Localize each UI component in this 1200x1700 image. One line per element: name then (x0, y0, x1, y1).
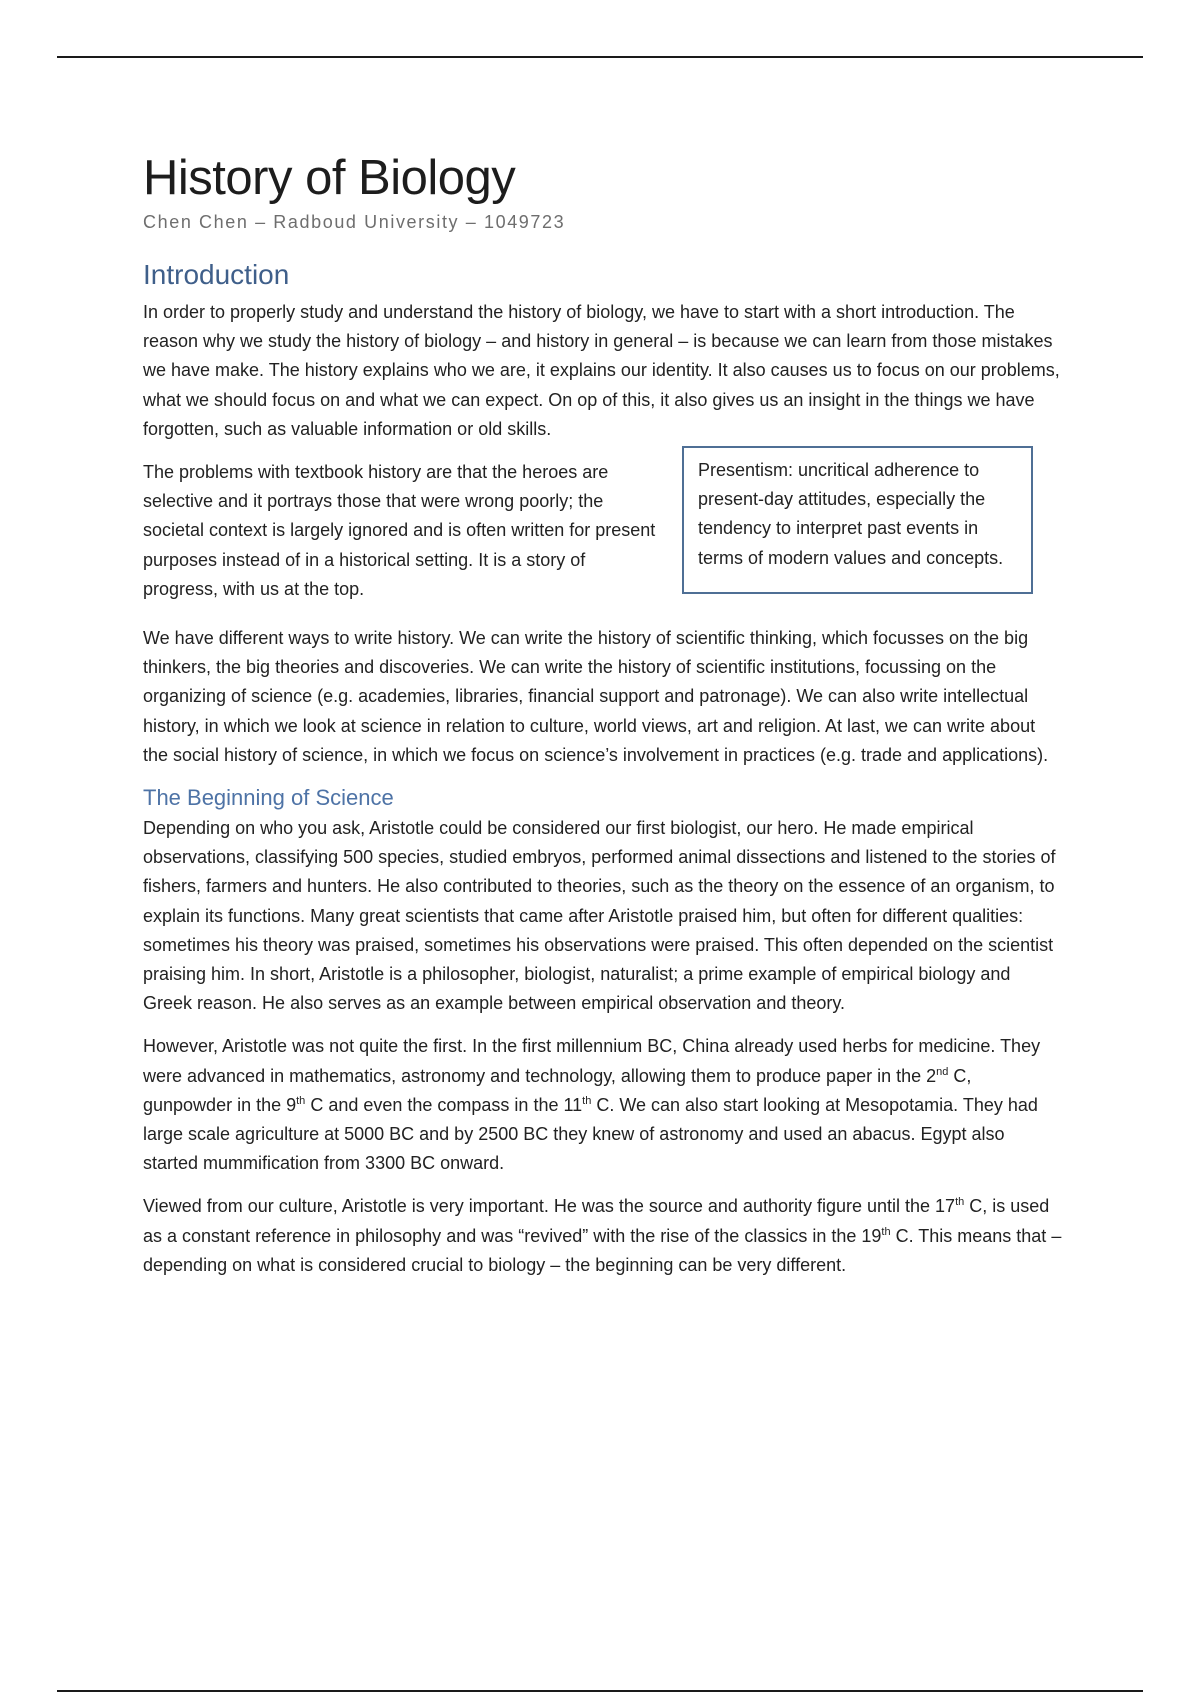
beginning-paragraph-2 (143, 1032, 1063, 1178)
document-subtitle: Chen Chen – Radboud University – 1049723 (143, 212, 566, 232)
presentism-definition-box: Presentism: uncritical adherence to present-day attitudes, especially the tendency to interpret past events in terms of modern values and concepts. (682, 446, 1033, 594)
ordinal-suffix: th (296, 1094, 306, 1107)
bottom-rule (57, 1690, 1143, 1692)
introduction-heading: Introduction (143, 259, 290, 290)
textbook-history-section (143, 458, 1063, 618)
beginning-paragraph-1: Depending on who you ask, Aristotle could be considered our first biologist, our hero. He made empirical observations, classifying 500 species, studied embryos, performed animal dissections and listened to the stories of fishers, farmers and hunters. He also contributed to theories, such as the theory on the essence of an organism, to explain its functions. Many great scientists that came after Aristotle praised him, but often for different qualities: sometimes his theory was praised, sometimes his observations were praised. This often depended on the scientist praising him. In short, Aristotle is a philosopher, biologist, naturalist; a prime example of empirical biology and Greek reason. He also serves as an example between empirical observation and theory. (143, 818, 1056, 1014)
ordinal-suffix: th (955, 1196, 965, 1209)
ordinal-suffix: nd (936, 1065, 949, 1078)
text-run: C and even the compass in the 11 (305, 1094, 583, 1115)
introduction-paragraph-3: We have different ways to write history. We can write the history of scientific thinking, which focusses on the big thinkers, the big theories and discoveries. We can write the history of scientific institutions, focussing on the organizing of science (e.g. academies, libraries, financial support and patronage). We can also write intellectual history, in which we look at science in relation to culture, world views, art and religion. At last, we can write about the social history of science, in which we focus on science’s involvement in practices (e.g. trade and applications). (143, 628, 1049, 765)
text-run: C. This means that – depending on what is considered crucial to biology – the beginning can be very different. (143, 1225, 1062, 1275)
text-run: C. We can also start looking at Mesopotamia. They had large scale agriculture at 5000 BC and by 2500 BC they knew of astronomy and used an abacus. Egypt also started mummification from 3300 BC onward. (143, 1094, 1038, 1174)
text-run: Viewed from our culture, Aristotle is very important. He was the source and authority figure until the 17 (143, 1196, 956, 1217)
document-body (143, 150, 1063, 1294)
top-rule (57, 56, 1143, 58)
text-run: However, Aristotle was not quite the first. In the first millennium BC, China already used herbs for medicine. They were advanced in mathematics, astronomy and technology, allowing them to produce paper in the 2 (143, 1036, 1041, 1086)
beginning-of-science-heading: The Beginning of Science (143, 785, 394, 811)
text-run: C, gunpowder in the 9 (143, 1065, 972, 1115)
introduction-paragraph-2: The problems with textbook history are that the heroes are selective and it portrays those that were wrong poorly; the societal context is largely ignored and is often written for present purposes instead of in a historical setting. It is a story of progress, with us at the top. (143, 462, 656, 599)
introduction-paragraph-1: In order to properly study and understand the history of biology, we have to start with a short introduction. The reason why we study the history of biology – and history in general – is because we can learn from those mistakes we have make. The history explains who we are, it explains our identity. It also causes us to focus on our problems, what we should focus on and what we can expect. On op of this, it also gives us an insight in the things we have forgotten, such as valuable information or old skills. (143, 302, 1060, 439)
document-title: History of Biology (143, 151, 516, 205)
text-run: C, is used as a constant reference in philosophy and was “revived” with the rise of the classics in the 19 (143, 1196, 1050, 1246)
ordinal-suffix: th (881, 1225, 891, 1238)
ordinal-suffix: th (582, 1094, 592, 1107)
beginning-paragraph-3 (143, 1192, 1063, 1280)
